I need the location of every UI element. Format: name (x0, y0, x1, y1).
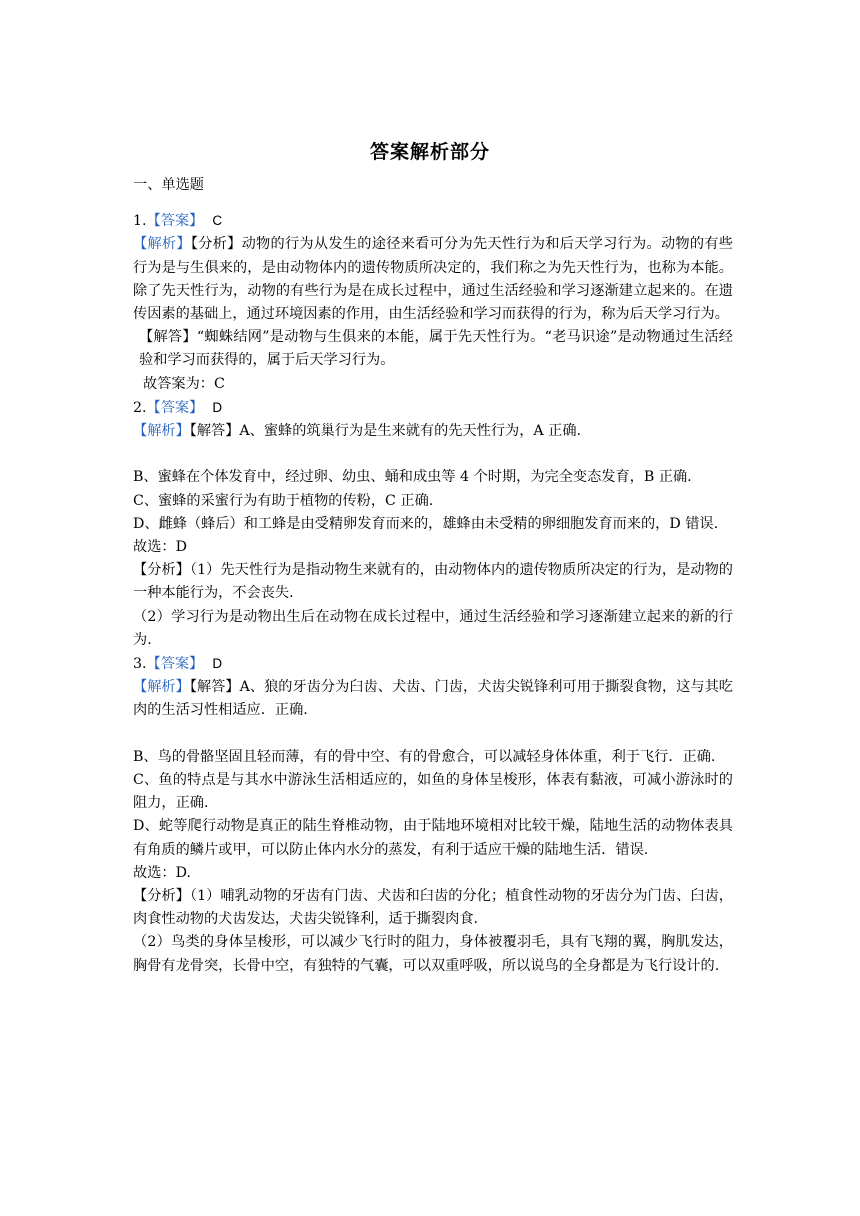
q3-analysis-2: （2）鸟类的身体呈梭形，可以减少飞行时的阻力，身体被覆羽毛，具有飞翔的翼，胸肌发达，胸骨有龙骨突，长骨中空，有独特的气囊，可以双重呼吸，所以说鸟的全身都是为飞行设计的. (133, 934, 733, 974)
q2-choice: 故选：D (133, 539, 187, 556)
q2-line-c: C、蜜蜂的采蜜行为有助于植物的传粉，C 正确. (133, 492, 434, 509)
q3-answer-tag: 【答案】 (146, 656, 204, 673)
q3-answer-value: D (212, 656, 223, 672)
q3-analysis-1: 【分析】（1）哺乳动物的牙齿有门齿、犬齿和臼齿的分化；植食性动物的牙齿分为门齿、臼齿，肉食性动物的犬齿发达，犬齿尖锐锋利，适于撕裂肉食. (133, 888, 733, 928)
q2-number: 2. (133, 399, 147, 416)
q2-analysis-2: （2）学习行为是动物出生后在动物在成长过程中，通过生活经验和学习逐渐建立起来的新的行为. (133, 608, 733, 648)
q1-answer-line (133, 209, 733, 233)
q1-solution: 【解答】“蜘蛛结网”是动物与生俱来的本能，属于先天性行为。“老马识途”是动物通过生活经验和学习而获得的，属于后天学习行为。 (139, 329, 733, 369)
q2-analysis-1: 【分析】（1）先天性行为是指动物生来就有的，由动物体内的遗传物质所决定的行为，是动物的一种本能行为，不会丧失. (133, 562, 733, 602)
spacer (133, 443, 733, 466)
q3-line-d: D、蛇等爬行动物是真正的陆生脊椎动物，由于陆地环境相对比较干燥，陆地生活的动物体表具有角质的鳞片或甲，可以防止体内水分的蒸发，有利于适应干燥的陆地生活．错误. (133, 818, 733, 858)
q1-answer-value: C (212, 213, 223, 229)
q2-line-a: 【解答】A、蜜蜂的筑巢行为是生来就有的先天性行为，A 正确. (189, 423, 582, 440)
q1-analysis-body: 【分析】动物的行为从发生的途径来看可分为先天性行为和后天学习行为。动物的有些行为是与生俱来的，是由动物体内的遗传物质所决定的，我们称之为先天性行为，也称为本能。除了先天性行为，动物的有些行为是在成长过程中，通过生活经验和学习逐渐建立起来的。在遗传因素的基础上，通过环境因素的作用，由生活经验和学习而获得的行为，称为后天学习行为。 (133, 236, 733, 323)
section-heading: 一、单选题 (133, 177, 204, 193)
q1-jiexi-tag: 【解析】 (133, 236, 191, 253)
q3-line-b: B、鸟的骨骼坚固且轻而薄，有的骨中空、有的骨愈合，可以减轻身体体重，利于飞行．正确. (133, 748, 716, 765)
q2-line-b: B、蜜蜂在个体发育中，经过卵、幼虫、蛹和成虫等 4 个时期，为完全变态发育，B 正确. (133, 469, 692, 486)
q2-line-d: D、雌蜂（蜂后）和工蜂是由受精卵发育而来的，雄蜂由未受精的卵细胞发育而来的，D 错误. (133, 515, 719, 532)
q1-number: 1. (133, 213, 147, 230)
q1-analysis (133, 233, 733, 326)
q2-answer-tag: 【答案】 (146, 399, 204, 416)
q3-solution-a (133, 676, 733, 722)
q3-jiexi-tag: 【解析】 (133, 679, 190, 696)
answer-content (133, 174, 733, 978)
q2-answer-line (133, 396, 733, 420)
q2-answer-value: D (212, 399, 223, 415)
q3-number: 3. (133, 656, 147, 673)
q3-line-c: C、鱼的特点是与其水中游泳生活相适应的，如鱼的身体呈梭形，体表有黏液，可减小游泳时的阻力，正确. (133, 772, 733, 812)
spacer (133, 723, 733, 746)
q3-line-a: 【解答】A、狼的牙齿分为臼齿、犬齿、门齿，犬齿尖锐锋利可用于撕裂食物，这与其吃肉的生活习性相适应．正确. (133, 679, 733, 719)
q1-conclusion: 故答案为：C (143, 375, 225, 392)
q2-solution-a (133, 420, 733, 443)
q2-jiexi-tag: 【解析】 (133, 423, 190, 440)
q3-answer-line (133, 652, 733, 676)
q3-choice: 故选：D. (133, 864, 191, 881)
page-title: 答案解析部分 (369, 141, 490, 163)
q1-answer-tag: 【答案】 (146, 213, 204, 230)
